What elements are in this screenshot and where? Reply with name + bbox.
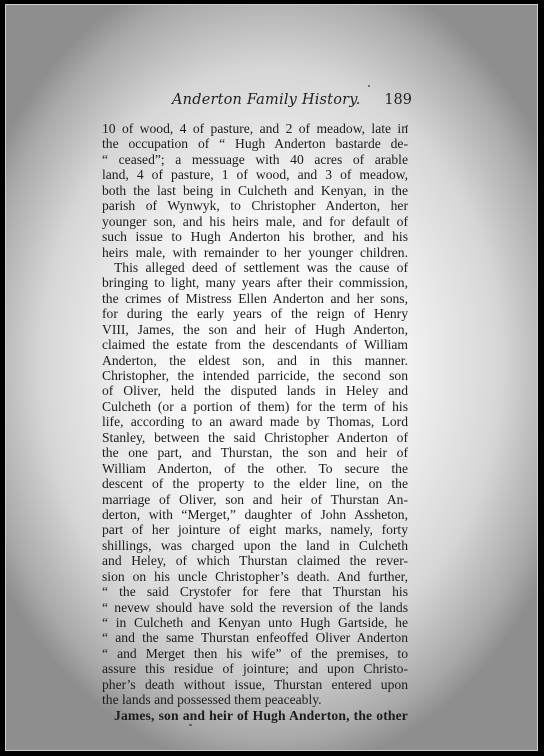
text-line: bringing to light, many years after their commission, <box>102 275 408 291</box>
scan-speck <box>368 85 370 87</box>
running-title: Anderton Family History. <box>172 92 361 108</box>
text-line: both the last being in Culcheth and Kenyan, in the <box>102 182 408 198</box>
text-line: “ and the same Thurstan enfeoffed Oliver Anderton <box>102 630 408 646</box>
text-line: the crimes of Mistress Ellen Anderton and her sons, <box>102 290 408 306</box>
text-line: such issue to Hugh Anderton his brother, and his <box>102 229 408 245</box>
text-line: shillings, was charged upon the land in Culcheth <box>102 537 408 553</box>
text-line: sion on his uncle Christopher’s death. And further, <box>102 568 408 584</box>
text-line: the occupation of “ Hugh Anderton bastarde de- <box>102 136 408 152</box>
text-line: James, son and heir of Hugh Anderton, the other <box>114 707 408 723</box>
text-line: younger son, and his heirs male, and for default of <box>102 213 408 229</box>
text-line: Christopher, the intended parricide, the second son <box>102 368 408 383</box>
page-body <box>102 121 408 723</box>
text-line: derton, with “Merget,” daughter of John Assheton, <box>102 506 408 522</box>
text-line: Anderton, the eldest son, and in this manner. <box>102 352 408 368</box>
text-line: life, according to an award made by Thomas, Lord <box>102 414 408 430</box>
text-line: “ in Culcheth and Kenyan unto Hugh Gartside, he <box>102 615 408 630</box>
text-line: “ ceased”; a messuage with 40 acres of arable <box>102 151 408 167</box>
text-line: William Anderton, of the other. To secure the <box>102 460 408 476</box>
text-line: “ the said Crystofer for fere that Thurstan his <box>102 584 408 600</box>
text-line: pher’s death without issue, Thurstan entered upon <box>102 676 408 692</box>
text-line: part of her jointure of eight marks, namely, forty <box>102 522 408 538</box>
text-line: the lands and possessed them peaceably. <box>102 692 322 708</box>
paragraph <box>102 708 408 723</box>
text-line: heirs male, with remainder to her younger children. <box>102 244 408 260</box>
text-line: claimed the estate from the descendants of William <box>102 337 408 353</box>
running-header <box>110 92 410 114</box>
text-line: “ and Merget then his wife” of the premises, to <box>102 645 408 661</box>
text-line: VIII, James, the son and heir of Hugh Anderton, <box>102 321 408 337</box>
text-line: “ nevew should have sold the reversion of the lands <box>102 599 408 615</box>
paragraph <box>102 121 408 260</box>
text-line: for during the early years of the reign of Henry <box>102 306 408 322</box>
text-line: 10 of wood, 4 of pasture, and 2 of meadow, late in <box>102 121 408 136</box>
text-line: descent of the property to the elder line, on the <box>102 476 408 492</box>
text-line: marriage of Oliver, son and heir of Thurstan An- <box>102 491 408 507</box>
text-line: and Heley, of which Thurstan claimed the rever- <box>102 553 408 569</box>
text-line: This alleged deed of settlement was the cause of <box>114 259 408 275</box>
text-line: Culcheth (or a portion of them) for the term of his <box>102 398 408 414</box>
page-number: 189 <box>384 92 412 108</box>
paragraph <box>102 260 408 708</box>
text-line: parish of Wynwyk, to Christopher Anderton, her <box>102 198 408 214</box>
text-line: land, 4 of pasture, 1 of wood, and 3 of meadow, <box>102 167 408 183</box>
text-line: of Oliver, held the disputed lands in Heley and <box>102 383 408 399</box>
text-line: Stanley, between the said Christopher Anderton of <box>102 429 408 445</box>
text-line: assure this residue of jointure; and upon Christo- <box>102 661 408 677</box>
text-line: the one part, and Thurstan, the son and heir of <box>102 445 408 461</box>
scan-speck <box>189 724 192 726</box>
